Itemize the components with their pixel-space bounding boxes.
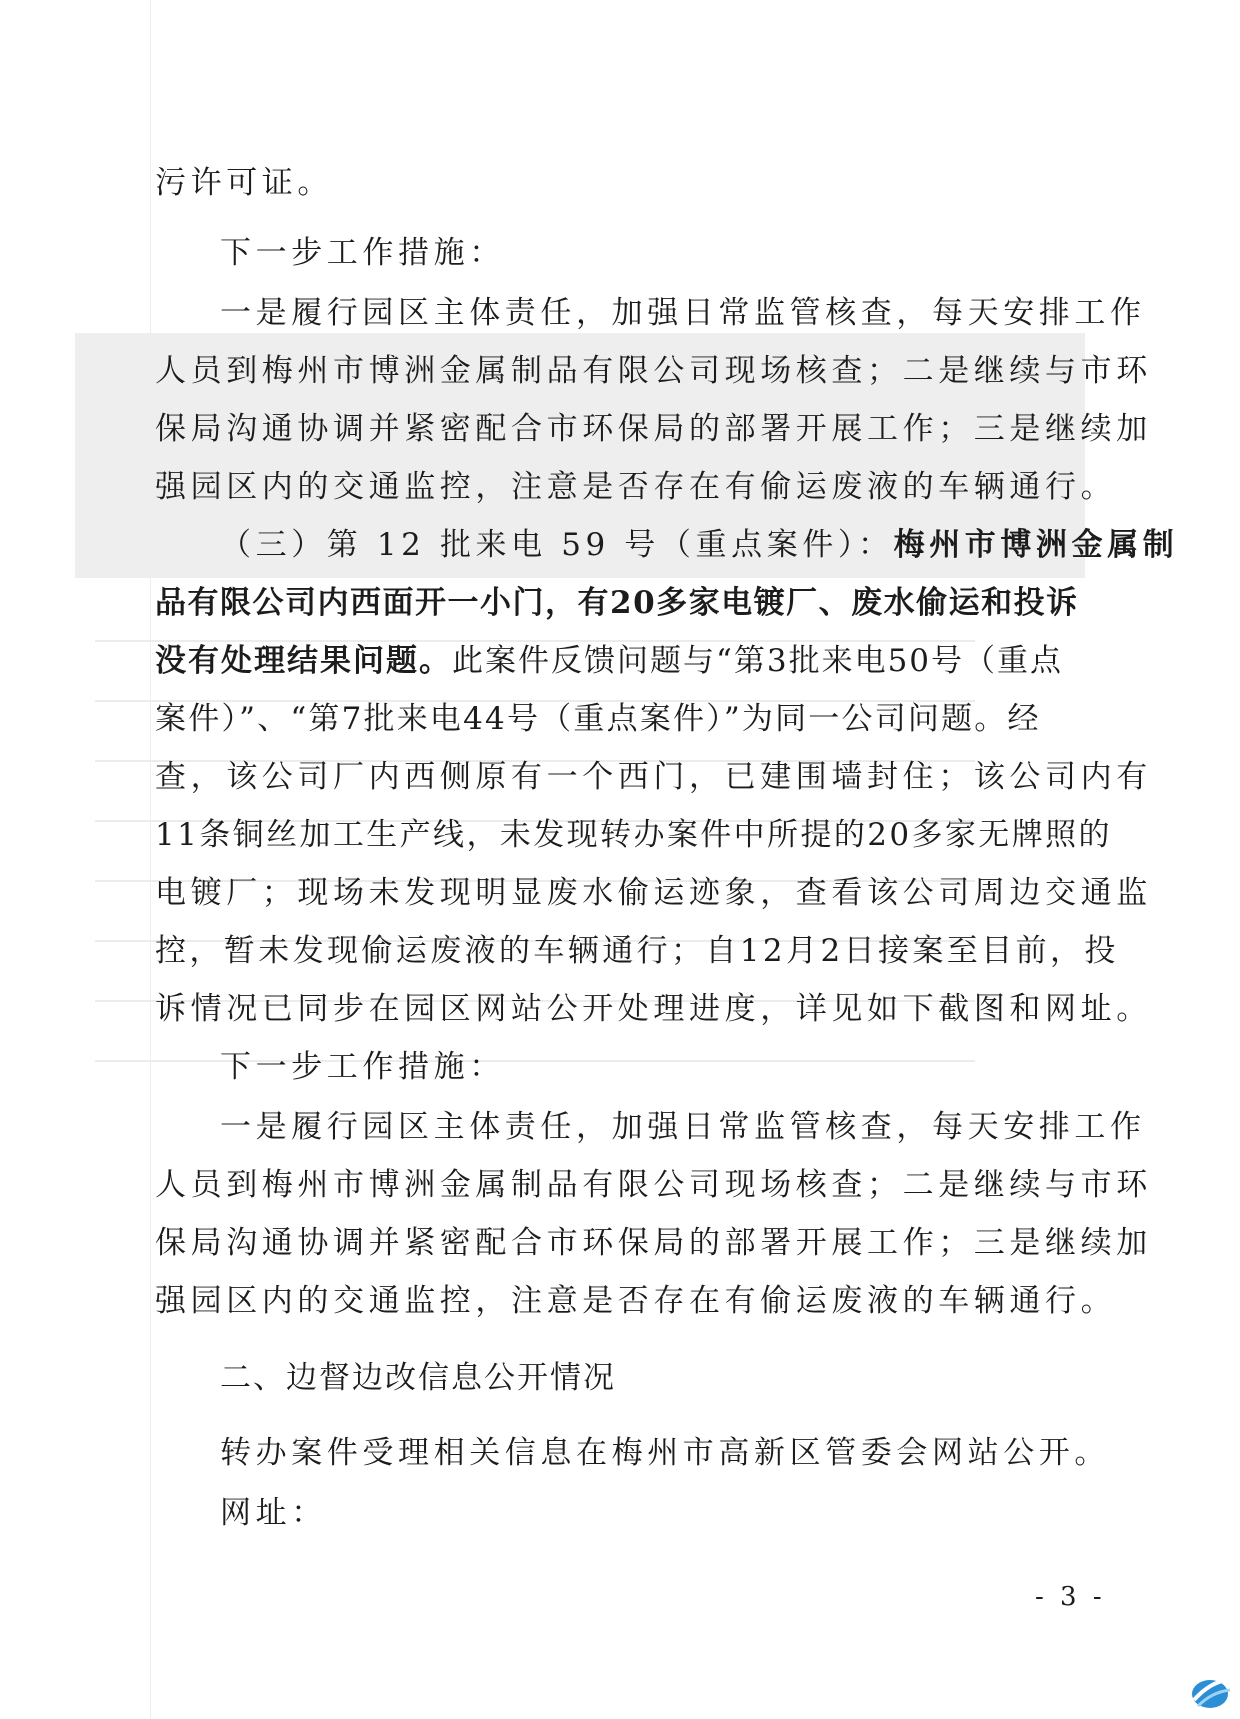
- body-line: 强园区内的交通监控，注意是否存在有偷运废液的车辆通行。: [155, 1283, 1117, 1319]
- case-body-line: [155, 641, 1085, 681]
- body-line: 人员到梅州市博洲金属制品有限公司现场核查；二是继续与市环: [155, 1167, 1152, 1203]
- case-number: （三）第 12 批来电 59 号（重点案件）：: [220, 527, 894, 563]
- case-subject-bold: 品有限公司内西面开一小门，有20多家电镀厂、废水偷运和投诉: [155, 585, 1079, 621]
- scanner-logo-icon: [1188, 1672, 1232, 1712]
- body-line: 11条铜丝加工生产线，未发现转办案件中所提的20多家无牌照的: [155, 817, 1112, 853]
- section-heading: 二、边督边改信息公开情况: [220, 1360, 616, 1396]
- case-subject-bold: 梅州市博洲金属制: [893, 527, 1179, 563]
- body-line: 下一步工作措施：: [220, 235, 505, 271]
- body-line: 网址：: [220, 1495, 327, 1531]
- body-line: 保局沟通协调并紧密配合市环保局的部署开展工作；三是继续加: [155, 411, 1152, 447]
- case-heading-line: [220, 525, 1179, 565]
- body-line: 一是履行园区主体责任，加强日常监管核查，每天安排工作: [220, 1109, 1146, 1145]
- page-fold-shadow: [150, 0, 151, 1719]
- body-line: 诉情况已同步在园区网站公开处理进度，详见如下截图和网址。: [155, 991, 1152, 1027]
- body-line: 电镀厂；现场未发现明显废水偷运迹象，查看该公司周边交通监: [155, 875, 1152, 911]
- body-line: 案件）”、“第7批来电44号（重点案件）”为同一公司问题。经: [155, 701, 1041, 737]
- body-line: 转办案件受理相关信息在梅州市高新区管委会网站公开。: [220, 1435, 1110, 1471]
- body-line: 污许可证。: [155, 165, 333, 201]
- body-line: 查，该公司厂内西侧原有一个西门，已建围墙封住；该公司内有: [155, 759, 1152, 795]
- body-line: 人员到梅州市博洲金属制品有限公司现场核查；二是继续与市环: [155, 353, 1152, 389]
- body-line: 强园区内的交通监控，注意是否存在有偷运废液的车辆通行。: [155, 469, 1117, 505]
- page-number: - 3 -: [1035, 1582, 1106, 1612]
- body-line: 保局沟通协调并紧密配合市环保局的部署开展工作；三是继续加: [155, 1225, 1152, 1261]
- case-subject-bold: 没有处理结果问题。: [155, 643, 452, 679]
- body-line: 一是履行园区主体责任，加强日常监管核查，每天安排工作: [220, 295, 1146, 331]
- case-body-text: 此案件反馈问题与“第3批来电50号（重点: [452, 643, 1064, 679]
- body-line: 下一步工作措施：: [220, 1049, 505, 1085]
- body-line: 控，暂未发现偷运废液的车辆通行；自12月2日接案至目前，投: [155, 933, 1119, 969]
